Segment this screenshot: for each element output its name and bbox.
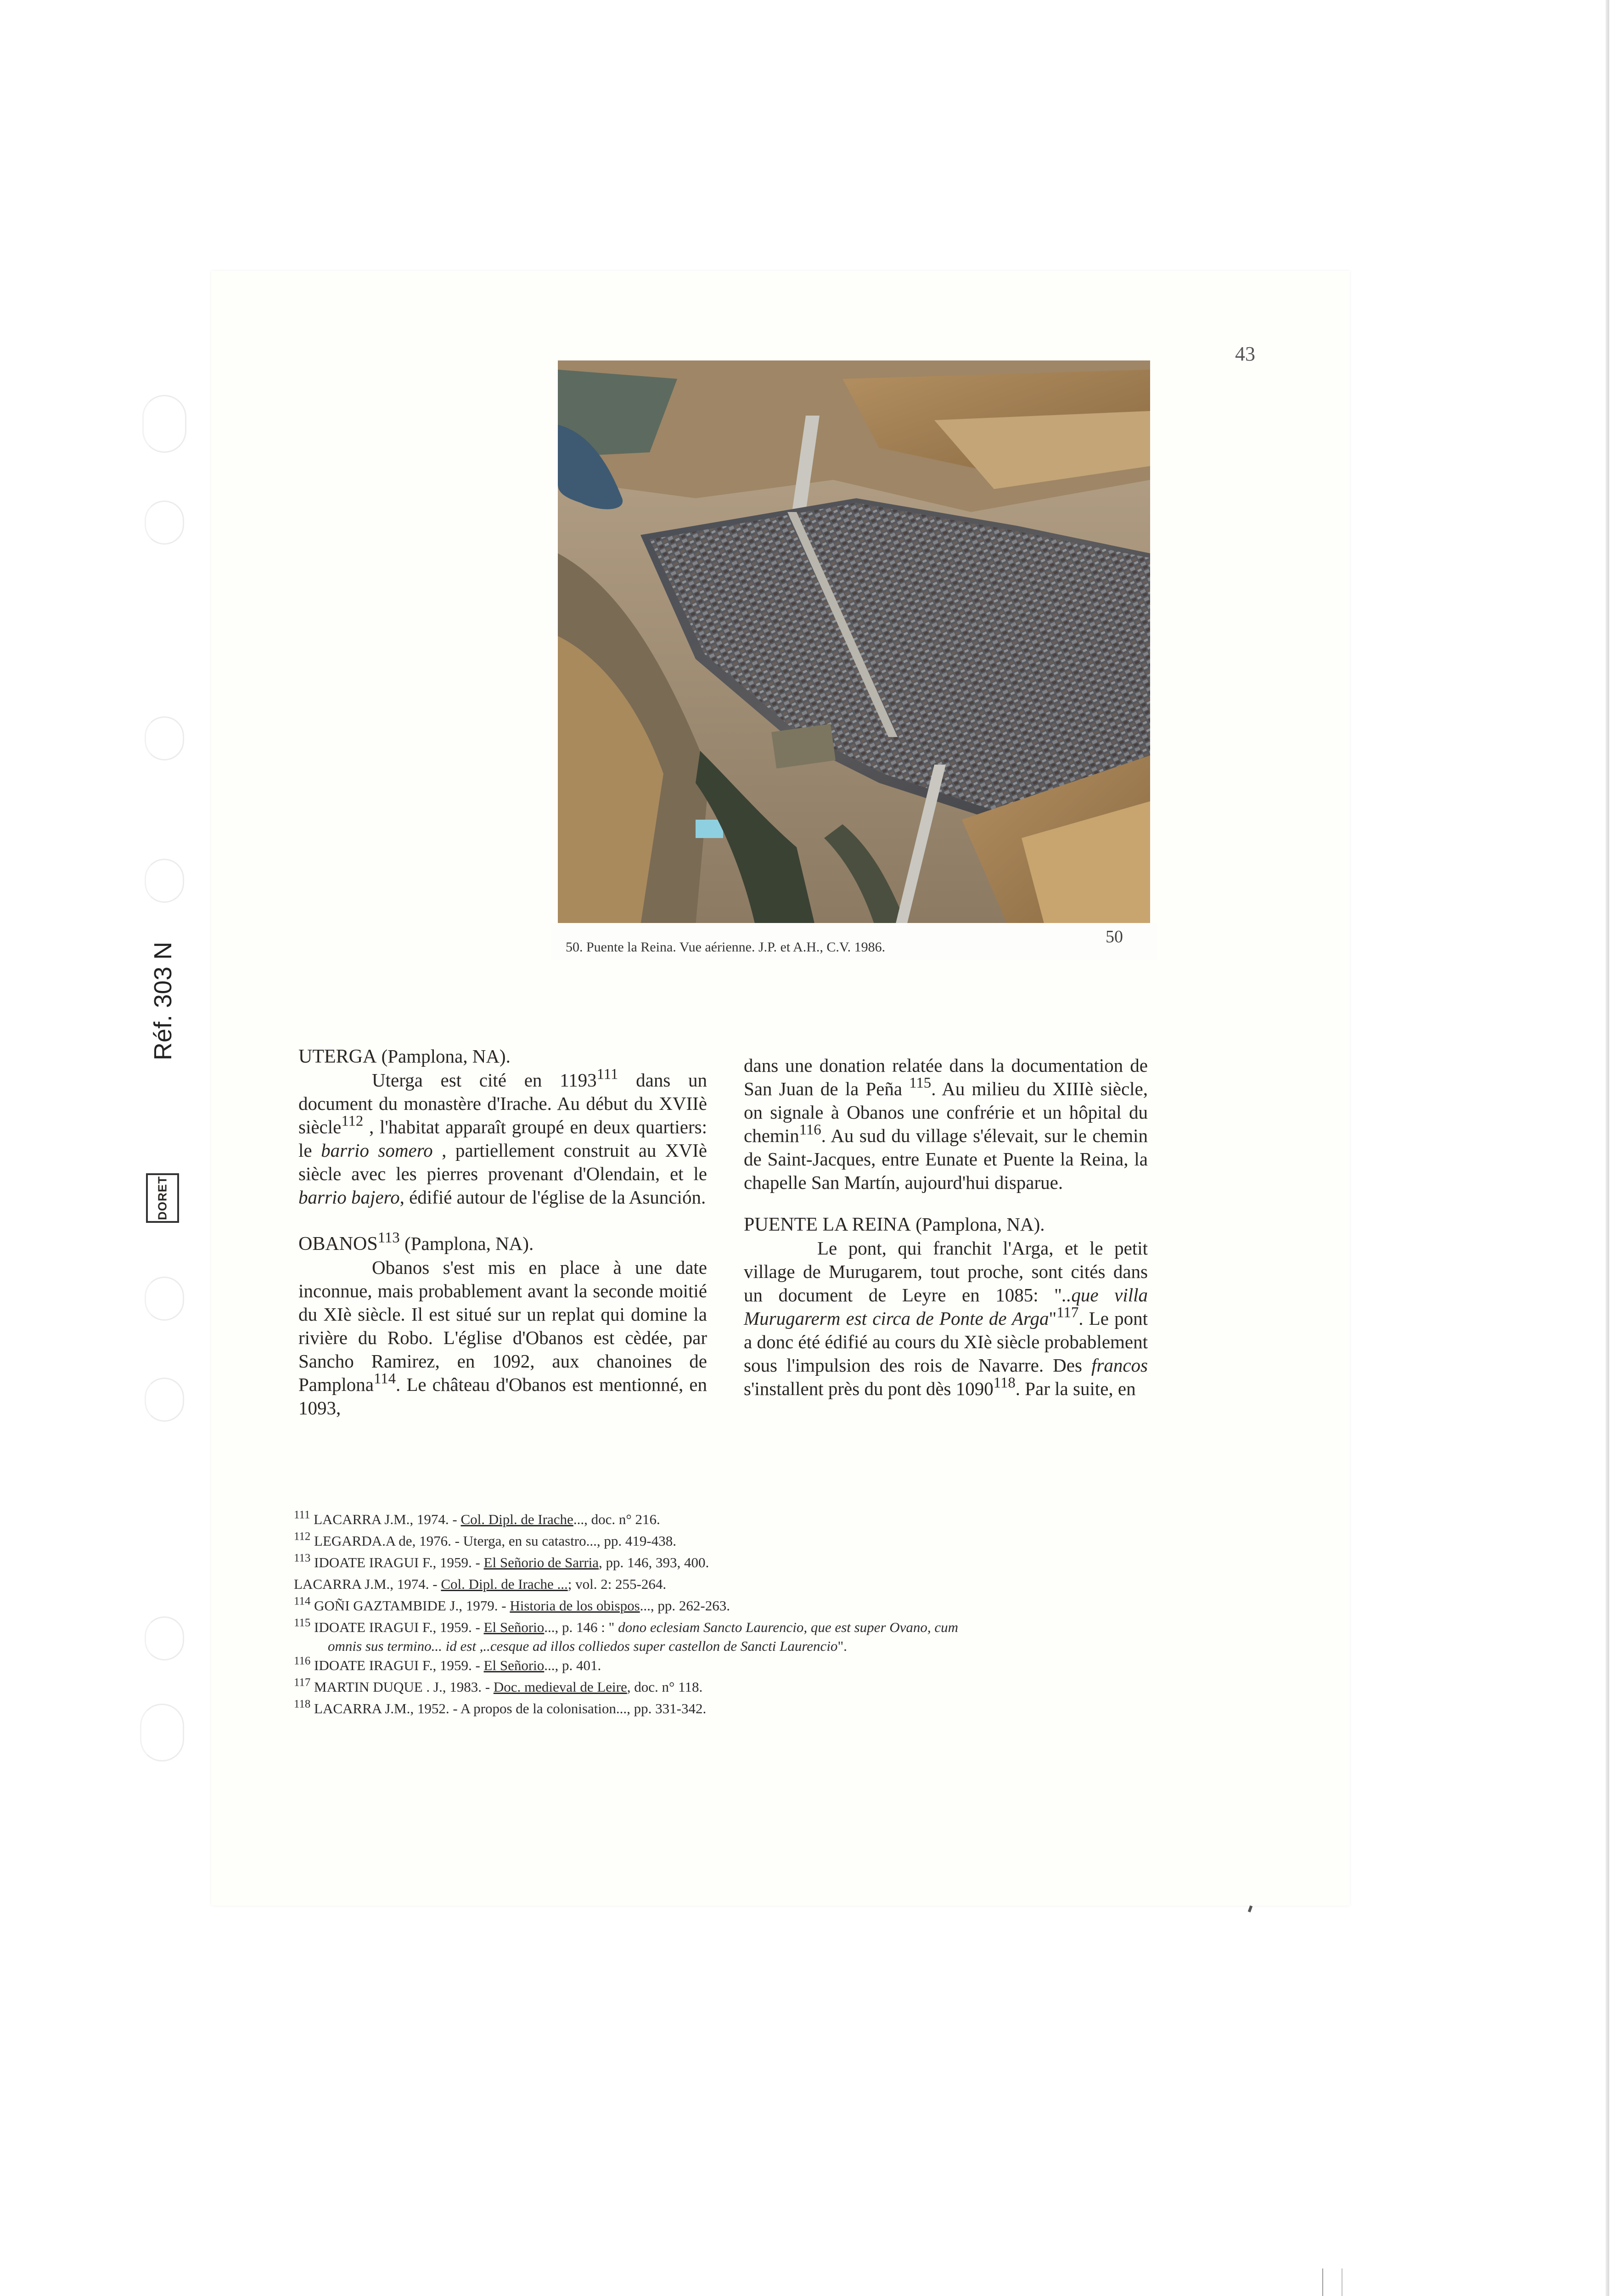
footnote-114: $^{114}$ GOÑI GAZTAMBIDE J., 1979. - Historia de los obispos..., pp. 262-263.: [294, 1595, 730, 1614]
stray-mark: [1248, 1905, 1252, 1912]
binder-hole: [145, 1277, 184, 1321]
right-column: [744, 1054, 1148, 1401]
page-edge: [1606, 0, 1609, 2296]
footnote-117: $^{117}$ MARTIN DUQUE . J., 1983. - Doc. medieval de Leire, doc. n° 118.: [294, 1676, 703, 1695]
binder-hole: [145, 1616, 184, 1660]
uterga-heading: UTERGA: [298, 1046, 377, 1067]
obanos-heading: OBANOS: [298, 1233, 378, 1255]
footnote-115-continued: omnis sus termino... id est ,..cesque ad illos colliedos super castellon de Sancti Laurencio".: [328, 1638, 847, 1654]
binder-hole: [142, 395, 186, 453]
left-column: [298, 1045, 707, 1420]
footnote-116: $^{116}$ IDOATE IRAGUI F., 1959. - El Señorio..., p. 401.: [294, 1654, 601, 1673]
uterga-paragraph: Uterga est cité en 1193$^{111}$ dans un document du monastère d'Irache. Au début du XVIIè siècle$^{112}$ , l'habitat apparaît groupé en deux quartiers: le barrio somero , partiellement construit au XVIè siècle avec les pierres provenant d'Olendain, et le barrio bajero, édifié autour de l'église de la Asunción.: [298, 1066, 707, 1208]
uterga-heading-line: UTERGA (Pamplona, NA).: [298, 1046, 511, 1067]
footnote-118: $^{118}$ LACARRA J.M., 1952. - A propos de la colonisation..., pp. 331-342.: [294, 1698, 707, 1716]
footnote-112: $^{112}$ LEGARDA.A de, 1976. - Uterga, en su catastro..., pp. 419-438.: [294, 1530, 676, 1549]
footnote-115: $^{115}$ IDOATE IRAGUI F., 1959. - El Señorio..., p. 146 : " dono eclesiam Sancto Laurencio, que est super Ovano, cum: [294, 1616, 959, 1635]
binder-hole: [145, 501, 184, 545]
puente-paragraph: Le pont, qui franchit l'Arga, et le petit village de Murugarem, tout proche, sont cités dans un document de Leyre en 1085: "..que villa Murugarerm est circa de Ponte de Arga"$^{117}$. Le pont a donc été édifié au cours du XIè siècle probablement sous l'impulsion des rois de Navarre. Des francos s'installent près du pont dès 1090$^{118}$. Par la suite, en: [744, 1238, 1148, 1399]
obanos-continued-paragraph: dans une donation relatée dans la documentation de San Juan de la Peña $^{115}$. Au milieu du XIIIè siècle, on signale à Obanos une confrérie et un hôpital du chemin$^{116}$. Au sud du village s'élevait, sur le chemin de Saint-Jacques, entre Eunate et Puente la Reina, la chapelle San Martín, aujourd'hui disparue.: [744, 1055, 1148, 1193]
doret-stamp: DORET: [146, 1173, 179, 1223]
puente-heading: PUENTE LA REINA: [744, 1214, 911, 1235]
binder-hole: [145, 716, 184, 760]
puente-heading-line: PUENTE LA REINA (Pamplona, NA).: [744, 1214, 1045, 1235]
reference-label: Réf. 303 N: [149, 941, 177, 1061]
page-number: 43: [1235, 343, 1255, 365]
footnote-111: $^{111}$ LACARRA J.M., 1974. - Col. Dipl. de Irache..., doc. n° 216.: [294, 1508, 660, 1527]
photo-number: 50: [1106, 927, 1123, 946]
footnote-113: $^{113}$ IDOATE IRAGUI F., 1959. - El Señorio de Sarria, pp. 146, 393, 400.: [294, 1552, 709, 1570]
obanos-paragraph: Obanos s'est mis en place à une date inconnue, mais probablement avant la seconde moitié du XIè siècle. Il est situé sur un replat qui domine la rivière du Robo. L'église d'Obanos est cèdée, par Sancho Ramirez, en 1092, aux chanoines de Pamplona$^{114}$. Le château d'Obanos est mentionné, en 1093,: [298, 1257, 707, 1418]
photo-caption: 50. Puente la Reina. Vue aérienne. J.P. et A.H., C.V. 1986.: [566, 940, 886, 955]
obanos-heading-line: OBANOS$^{113}$ (Pamplona, NA).: [298, 1229, 534, 1255]
binder-hole: [140, 1704, 184, 1761]
footnotes: [294, 1508, 1166, 1719]
binder-hole: [145, 859, 184, 903]
binder-hole: [145, 1378, 184, 1422]
footnote-113-continued: LACARRA J.M., 1974. - Col. Dipl. de Irache ...; vol. 2: 255-264.: [294, 1576, 667, 1592]
aerial-photo: [558, 360, 1150, 925]
corner-mark: [1322, 2268, 1342, 2296]
